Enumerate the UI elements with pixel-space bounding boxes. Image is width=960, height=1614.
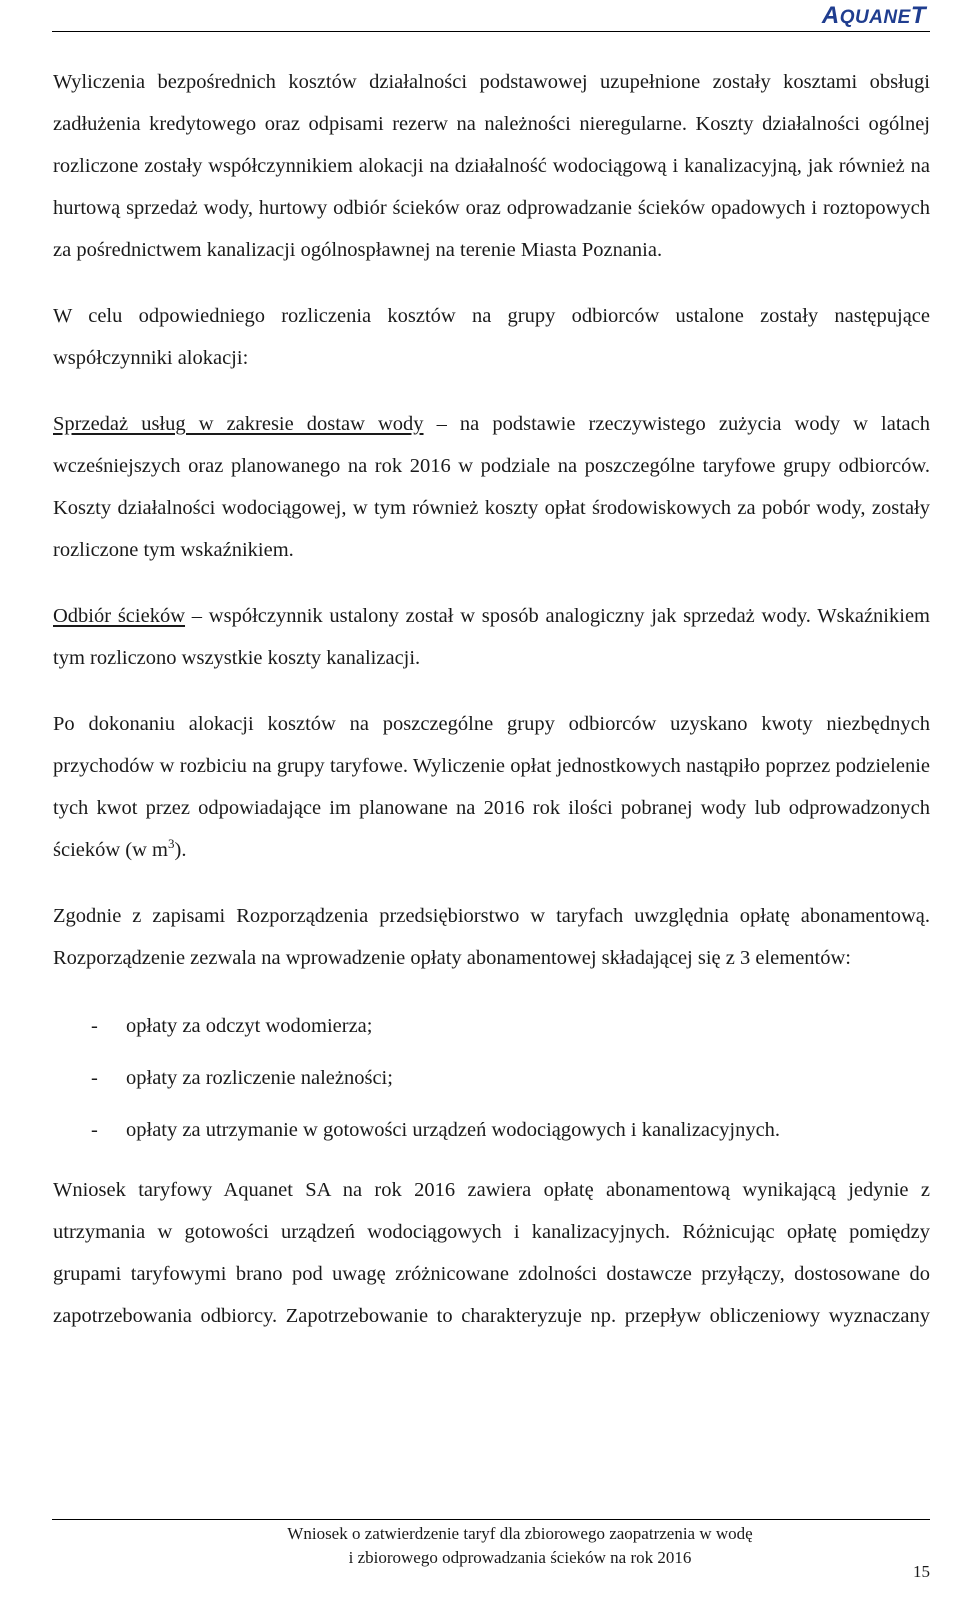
paragraph-sewage [53, 595, 930, 679]
list-item-text: opłaty za utrzymanie w gotowości urządzeń wodociągowych i kanalizacyjnych. [126, 1119, 781, 1141]
paragraph-subscription-fee: Zgodnie z zapisami Rozporządzenia przedsiębiorstwo w taryfach uwzględnia opłatę abonamentową. Rozporządzenie zezwala na wprowadzenie opłaty abonamentowej składającej się z 3 elementów: [53, 905, 930, 969]
list-dash: - [91, 1119, 98, 1141]
sewage-text: – współczynnik ustalony został w sposób analogiczny jak sprzedaż wody. Wskaźnikiem tym rozliczono wszystkie koszty kanalizacji. [53, 605, 930, 669]
logo-letter-t: T [910, 2, 926, 29]
unit-fees-end: ). [174, 839, 187, 861]
logo-letter-a: A [821, 2, 840, 29]
paragraph-tariff-application: Wniosek taryfowy Aquanet SA na rok 2016 zawiera opłatę abonamentową wynikającą jedynie z utrzymania w gotowości urządzeń wodociągowych i kanalizacyjnych. Różnicując opłatę pomiędzy grupami taryfowymi brano pod uwagę zróżnicowane zdolności dostawcze przyłączy, dostosowane do zapotrzebowania odbiorcy. Zapotrzebowanie to charakteryzuje np. przepływ obliczeniowy wyznaczany [53, 1179, 930, 1327]
water-supply-text: – na podstawie rzeczywistego zużycia wody w latach wcześniejszych oraz planowanego na rok 2016 w podziale na poszczególne taryfowe grupy odbiorców. Koszty działalności wodociągowej, w tym również koszty opłat środowiskowych za pobór wody, zostały rozliczone tym wskaźnikiem. [53, 413, 930, 561]
footer-divider [52, 1519, 930, 1520]
logo-letter-q: Q [839, 7, 855, 28]
list-item-text: opłaty za rozliczenie należności; [126, 1067, 393, 1089]
paragraph-cost-calculation: Wyliczenia bezpośrednich kosztów działalności podstawowej uzupełnione zostały kosztami obsługi zadłużenia kredytowego oraz odpisami rezerw na należności nieregularne. Koszty działalności ogólnej rozliczone zostały współczynnikiem alokacji na działalność wodociągową i kanalizacyjną, jak również na hurtową sprzedaż wody, hurtowy odbiór ścieków oraz odprowadzanie ścieków opadowych i roztopowych za pośrednictwem kanalizacji ogólnospławnej na terenie Miasta Poznania. [53, 71, 930, 261]
paragraph-unit-fees [53, 703, 930, 871]
heading-sewage: Odbiór ścieków [53, 605, 186, 627]
list-item [53, 1013, 930, 1039]
footer-line-1: Wniosek o zatwierdzenie taryf dla zbiorowego zaopatrzenia w wodę [287, 1524, 753, 1543]
list-dash: - [91, 1015, 98, 1037]
paragraph-allocation-intro: W celu odpowiedniego rozliczenia kosztów na grupy odbiorców ustalone zostały następujące współczynniki alokacji: [53, 305, 930, 369]
page-header [0, 0, 960, 40]
logo-letters-uane: UANE [854, 7, 911, 28]
footer-line-2: i zbiorowego odprowadzania ścieków na rok 2016 [348, 1548, 692, 1567]
superscript-three: 3 [168, 836, 175, 851]
heading-water-supply: Sprzedaż usług w zakresie dostaw wody [53, 413, 424, 435]
fee-elements-list [53, 1013, 930, 1143]
unit-fees-text: Po dokonaniu alokacji kosztów na poszczególne grupy odbiorców uzyskano kwoty niezbędnych przychodów w rozbiciu na grupy taryfowe. Wyliczenie opłat jednostkowych nastąpiło poprzez podzielenie tych kwot przez odpowiadające im planowane na 2016 rok ilości pobranej wody lub odprowadzonych ścieków (w m [53, 713, 930, 861]
list-item [53, 1117, 930, 1143]
page-number: 15 [913, 1562, 930, 1581]
aquanet-logo [822, 2, 926, 28]
list-item [53, 1065, 930, 1091]
page-footer [190, 1522, 850, 1570]
list-dash: - [91, 1067, 98, 1089]
list-item-text: opłaty za odczyt wodomierza; [126, 1015, 373, 1037]
paragraph-water-supply [53, 403, 930, 571]
document-body [53, 61, 930, 1361]
header-divider [52, 31, 930, 32]
